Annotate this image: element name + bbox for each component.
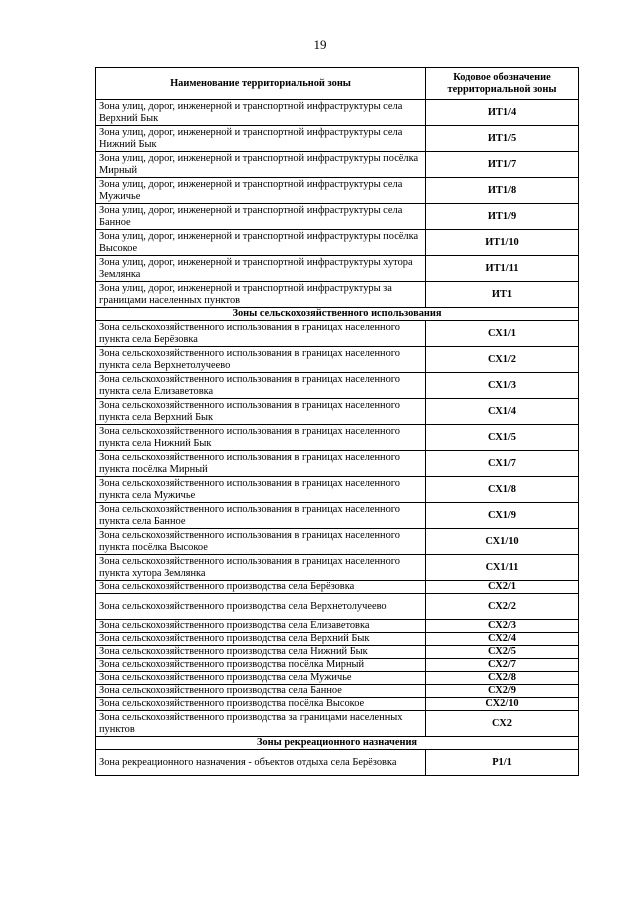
zone-code-cell: ИТ1/7 bbox=[426, 152, 579, 178]
zone-code-cell: ИТ1/4 bbox=[426, 100, 579, 126]
table-row bbox=[96, 620, 579, 633]
zone-code-cell: СХ2/4 bbox=[426, 633, 579, 646]
zone-code-cell: СХ2/5 bbox=[426, 646, 579, 659]
zone-name-cell: Зона сельскохозяйственного использования в границах населенного пункта хутора Землянка bbox=[96, 555, 426, 581]
table-row bbox=[96, 451, 579, 477]
zone-name-cell: Зона сельскохозяйственного производства села Верхнетолучеево bbox=[96, 594, 426, 620]
zone-name-cell: Зона улиц, дорог, инженерной и транспортной инфраструктуры села Банное bbox=[96, 204, 426, 230]
table-row bbox=[96, 425, 579, 451]
section-header-row bbox=[96, 737, 579, 750]
zone-name-cell: Зона сельскохозяйственного использования в границах населенного пункта села Нижний Бык bbox=[96, 425, 426, 451]
zone-code-cell: СХ1/7 bbox=[426, 451, 579, 477]
table-row bbox=[96, 685, 579, 698]
zone-code-cell: СХ1/2 bbox=[426, 347, 579, 373]
zone-code-cell: СХ1/1 bbox=[426, 321, 579, 347]
zone-name-cell: Зона сельскохозяйственного производства села Берёзовка bbox=[96, 581, 426, 594]
zone-code-cell: СХ2/2 bbox=[426, 594, 579, 620]
zones-table bbox=[95, 67, 579, 776]
table-row bbox=[96, 178, 579, 204]
table-row bbox=[96, 152, 579, 178]
zone-code-cell: СХ2/8 bbox=[426, 672, 579, 685]
zone-code-cell: СХ2/9 bbox=[426, 685, 579, 698]
table-row bbox=[96, 256, 579, 282]
table-row bbox=[96, 672, 579, 685]
zone-name-cell: Зона сельскохозяйственного использования в границах населенного пункта посёлка Мирный bbox=[96, 451, 426, 477]
table-row bbox=[96, 204, 579, 230]
section-title: Зоны рекреационного назначения bbox=[96, 737, 579, 750]
section-title: Зоны сельскохозяйственного использования bbox=[96, 308, 579, 321]
table-row bbox=[96, 503, 579, 529]
table-row bbox=[96, 321, 579, 347]
zone-name-cell: Зона улиц, дорог, инженерной и транспортной инфраструктуры за границами населенных пунктов bbox=[96, 282, 426, 308]
zone-name-cell: Зона улиц, дорог, инженерной и транспортной инфраструктуры села Верхний Бык bbox=[96, 100, 426, 126]
table-row bbox=[96, 555, 579, 581]
zone-code-cell: Р1/1 bbox=[426, 750, 579, 776]
zone-code-cell: СХ1/10 bbox=[426, 529, 579, 555]
zone-name-cell: Зона сельскохозяйственного производства села Мужичье bbox=[96, 672, 426, 685]
table-row bbox=[96, 100, 579, 126]
zone-code-cell: ИТ1/11 bbox=[426, 256, 579, 282]
table-row bbox=[96, 230, 579, 256]
zone-name-cell: Зона сельскохозяйственного использования в границах населенного пункта села Банное bbox=[96, 503, 426, 529]
zone-name-cell: Зона сельскохозяйственного производства села Банное bbox=[96, 685, 426, 698]
zone-name-cell: Зона сельскохозяйственного производства села Нижний Бык bbox=[96, 646, 426, 659]
zone-name-cell: Зона сельскохозяйственного использования в границах населенного пункта села Берёзовка bbox=[96, 321, 426, 347]
zone-code-cell: ИТ1/8 bbox=[426, 178, 579, 204]
table-row bbox=[96, 659, 579, 672]
table-row bbox=[96, 711, 579, 737]
table-row bbox=[96, 581, 579, 594]
zone-name-cell: Зона улиц, дорог, инженерной и транспортной инфраструктуры села Мужичье bbox=[96, 178, 426, 204]
zone-name-cell: Зона сельскохозяйственного использования в границах населенного пункта села Верхнетолучеево bbox=[96, 347, 426, 373]
table-row bbox=[96, 373, 579, 399]
zone-code-cell: СХ1/5 bbox=[426, 425, 579, 451]
zone-name-cell: Зона улиц, дорог, инженерной и транспортной инфраструктуры хутора Землянка bbox=[96, 256, 426, 282]
section-header-row bbox=[96, 308, 579, 321]
table-header-row bbox=[96, 68, 579, 100]
zone-code-cell: СХ2/7 bbox=[426, 659, 579, 672]
zone-code-cell: СХ1/11 bbox=[426, 555, 579, 581]
zone-code-cell: СХ2/10 bbox=[426, 698, 579, 711]
zone-code-cell: ИТ1 bbox=[426, 282, 579, 308]
table-row bbox=[96, 633, 579, 646]
zone-code-cell: СХ1/3 bbox=[426, 373, 579, 399]
header-zone-code: Кодовое обозначение территориальной зоны bbox=[426, 68, 579, 100]
zone-code-cell: ИТ1/5 bbox=[426, 126, 579, 152]
zone-code-cell: СХ2 bbox=[426, 711, 579, 737]
table-row bbox=[96, 594, 579, 620]
header-zone-name: Наименование территориальной зоны bbox=[96, 68, 426, 100]
table-row bbox=[96, 399, 579, 425]
zones-table-body bbox=[96, 100, 579, 776]
zone-name-cell: Зона улиц, дорог, инженерной и транспортной инфраструктуры села Нижний Бык bbox=[96, 126, 426, 152]
zone-name-cell: Зона улиц, дорог, инженерной и транспортной инфраструктуры посёлка Мирный bbox=[96, 152, 426, 178]
zone-code-cell: СХ1/8 bbox=[426, 477, 579, 503]
table-row bbox=[96, 750, 579, 776]
zone-name-cell: Зона сельскохозяйственного производства села Елизаветовка bbox=[96, 620, 426, 633]
zone-code-cell: ИТ1/10 bbox=[426, 230, 579, 256]
zone-code-cell: СХ1/4 bbox=[426, 399, 579, 425]
zone-name-cell: Зона сельскохозяйственного производства села Верхний Бык bbox=[96, 633, 426, 646]
table-row bbox=[96, 347, 579, 373]
zone-code-cell: СХ1/9 bbox=[426, 503, 579, 529]
zone-name-cell: Зона сельскохозяйственного производства посёлка Высокое bbox=[96, 698, 426, 711]
table-row bbox=[96, 282, 579, 308]
zone-name-cell: Зона сельскохозяйственного использования в границах населенного пункта села Мужичье bbox=[96, 477, 426, 503]
zone-name-cell: Зона сельскохозяйственного использования в границах населенного пункта села Верхний Бык bbox=[96, 399, 426, 425]
zone-name-cell: Зона сельскохозяйственного производства за границами населенных пунктов bbox=[96, 711, 426, 737]
zone-code-cell: СХ2/1 bbox=[426, 581, 579, 594]
zone-code-cell: ИТ1/9 bbox=[426, 204, 579, 230]
zone-name-cell: Зона сельскохозяйственного производства посёлка Мирный bbox=[96, 659, 426, 672]
table-row bbox=[96, 698, 579, 711]
zone-name-cell: Зона сельскохозяйственного использования в границах населенного пункта посёлка Высокое bbox=[96, 529, 426, 555]
zone-name-cell: Зона сельскохозяйственного использования в границах населенного пункта села Елизаветовка bbox=[96, 373, 426, 399]
zone-code-cell: СХ2/3 bbox=[426, 620, 579, 633]
zone-name-cell: Зона рекреационного назначения - объектов отдыха села Берёзовка bbox=[96, 750, 426, 776]
table-row bbox=[96, 529, 579, 555]
table-row bbox=[96, 126, 579, 152]
page-number: 19 bbox=[313, 37, 327, 52]
table-row bbox=[96, 477, 579, 503]
zone-name-cell: Зона улиц, дорог, инженерной и транспортной инфраструктуры посёлка Высокое bbox=[96, 230, 426, 256]
table-row bbox=[96, 646, 579, 659]
